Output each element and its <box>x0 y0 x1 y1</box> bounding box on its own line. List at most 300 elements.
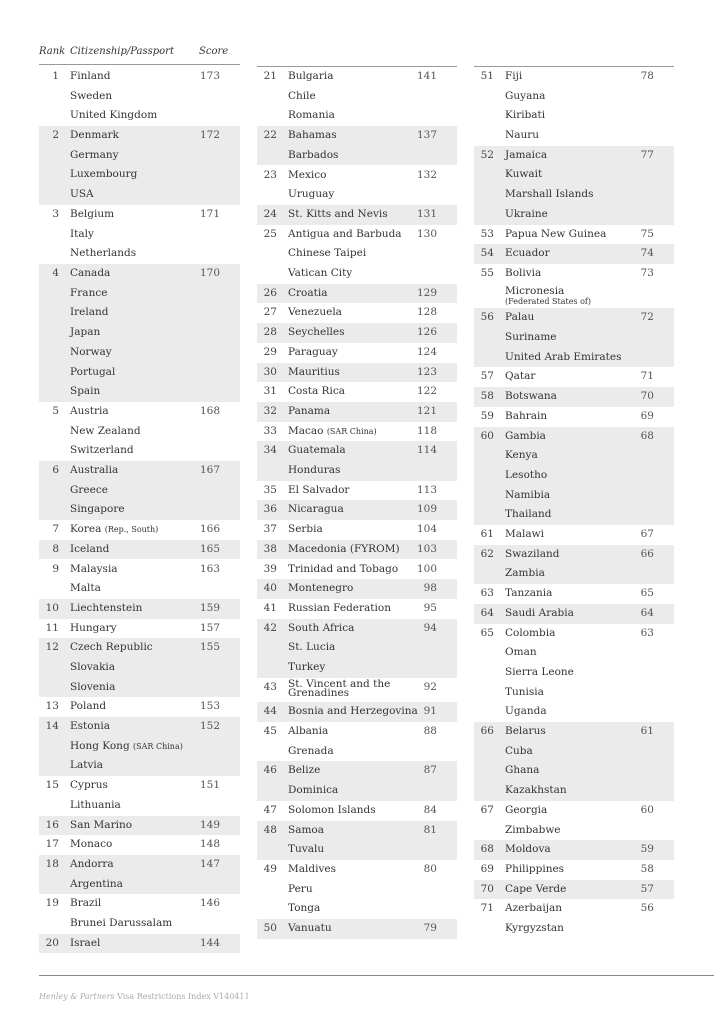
country-name: Namibia <box>505 488 551 501</box>
rank-group <box>39 894 240 933</box>
country-name: Romania <box>288 109 335 122</box>
country-name: Tuvalu <box>288 843 325 856</box>
country-name: Nicaragua <box>288 503 344 516</box>
rank-group <box>474 387 674 407</box>
country-name: Moldova <box>505 843 551 856</box>
country-name: Uganda <box>505 705 547 718</box>
country-name: Bulgaria <box>288 70 334 82</box>
rank-number: 58 <box>480 390 494 403</box>
score-value: 92 <box>423 680 437 693</box>
country-name: Spain <box>70 385 101 398</box>
country-name: Cape Verde <box>505 882 567 895</box>
country-name-main: Macao <box>288 424 327 437</box>
country-name-qualifier: (SAR China) <box>326 426 377 436</box>
country-name: Montenegro <box>288 582 354 595</box>
score-value: 173 <box>199 70 220 82</box>
country-name: Serbia <box>288 523 323 536</box>
rank-group <box>257 481 457 501</box>
rank-number: 55 <box>480 267 494 279</box>
rank-number: 26 <box>263 286 277 299</box>
rank-group <box>257 382 457 402</box>
rank-number: 42 <box>263 621 277 634</box>
country-name: Lesotho <box>505 468 548 481</box>
rank-group <box>257 225 457 284</box>
score-value: 58 <box>640 862 654 875</box>
score-value: 137 <box>416 129 437 142</box>
rank-number: 36 <box>263 503 277 516</box>
rank-group <box>474 545 674 584</box>
country-name: Bosnia and Herzegovina <box>288 705 418 718</box>
rank-number: 70 <box>480 882 494 895</box>
rank-group <box>39 717 240 776</box>
rank-number: 46 <box>263 764 277 777</box>
rank-group <box>474 264 674 308</box>
country-name: United Kingdom <box>70 109 158 122</box>
score-value: 88 <box>423 725 437 738</box>
country-name: Mexico <box>288 168 327 181</box>
country-name-main: Micronesia <box>505 284 565 297</box>
country-name-main: Korea <box>70 523 105 536</box>
score-value: 57 <box>640 882 654 895</box>
rank-number: 32 <box>263 404 277 417</box>
rank-group <box>39 520 240 540</box>
country-name <box>70 523 158 535</box>
score-value: 95 <box>423 601 437 614</box>
country-name: Croatia <box>288 286 328 299</box>
rank-number: 18 <box>45 858 59 870</box>
rank-group <box>39 835 240 855</box>
country-name: Andorra <box>70 858 114 870</box>
country-name: Tanzania <box>505 587 553 600</box>
rank-number: 25 <box>263 227 277 240</box>
score-value: 75 <box>640 227 654 240</box>
rank-group <box>474 880 674 900</box>
rank-number: 59 <box>480 409 494 422</box>
country-name: Belize <box>288 764 321 777</box>
country-name: Chinese Taipei <box>288 247 367 260</box>
country-name: Singapore <box>70 503 125 516</box>
country-name: Russian Federation <box>288 601 391 614</box>
country-name: Malta <box>70 582 101 595</box>
country-name: Slovakia <box>70 660 116 673</box>
score-value: 56 <box>640 902 654 915</box>
rank-number: 47 <box>263 803 277 816</box>
rank-number: 38 <box>263 542 277 555</box>
score-value: 67 <box>640 528 654 541</box>
rank-group <box>39 126 240 205</box>
country-name: El Salvador <box>288 483 350 496</box>
score-value: 113 <box>416 483 437 496</box>
country-name: Colombia <box>505 626 556 639</box>
rank-group <box>257 722 457 761</box>
rank-group <box>39 205 240 264</box>
rank-number: 39 <box>263 562 277 575</box>
country-name: United Arab Emirates <box>505 350 622 363</box>
score-value: 172 <box>199 129 220 142</box>
country-name: Saudi Arabia <box>505 606 574 619</box>
rank-group <box>257 540 457 560</box>
country-name: Trinidad and Tobago <box>288 562 399 575</box>
country-name: Vanuatu <box>288 922 332 935</box>
rank-number: 17 <box>45 838 59 851</box>
country-name: Kuwait <box>505 168 543 181</box>
score-value: 84 <box>423 803 437 816</box>
rank-number: 8 <box>52 542 59 555</box>
country-name: Oman <box>505 646 537 659</box>
score-value: 141 <box>416 70 437 82</box>
rank-group <box>257 821 457 860</box>
score-value: 147 <box>199 858 220 870</box>
country-name: Netherlands <box>70 247 137 260</box>
rank-group <box>257 422 457 442</box>
country-name: Fiji <box>505 70 523 82</box>
country-name: Guyana <box>505 89 546 102</box>
score-value: 124 <box>416 345 437 358</box>
country-name: Portugal <box>70 365 116 378</box>
score-value: 168 <box>199 404 220 417</box>
country-name: USA <box>70 188 94 201</box>
rank-group <box>39 776 240 815</box>
rank-group <box>474 407 674 427</box>
country-name <box>70 740 183 752</box>
country-name: Albania <box>288 725 329 738</box>
country-name: Austria <box>70 404 109 417</box>
score-header: Score <box>199 46 229 57</box>
rank-group <box>474 225 674 245</box>
rank-group <box>257 619 457 678</box>
country-name: Samoa <box>288 823 324 836</box>
score-value: 148 <box>199 838 220 851</box>
score-value: 157 <box>199 621 220 634</box>
country-name: Azerbaijan <box>505 902 562 915</box>
country-name: Tunisia <box>505 685 544 698</box>
country-name: Swaziland <box>505 547 560 560</box>
country-name: Paraguay <box>288 345 338 358</box>
rank-number: 63 <box>480 587 494 600</box>
country-name: Slovenia <box>70 680 116 693</box>
rank-group <box>474 244 674 264</box>
rank-number: 6 <box>52 464 59 476</box>
rank-number: 43 <box>263 680 277 693</box>
score-value: 65 <box>640 587 654 600</box>
rank-number: 23 <box>263 168 277 181</box>
country-name: Uruguay <box>288 188 335 201</box>
country-name: St. Kitts and Nevis <box>288 207 388 220</box>
rank-number: 31 <box>263 385 277 398</box>
rank-number: 52 <box>480 148 494 161</box>
footer-rule <box>39 975 714 976</box>
country-name: Peru <box>288 882 313 895</box>
score-value: 109 <box>416 503 437 516</box>
rank-number: 12 <box>45 641 59 654</box>
country-name: Norway <box>70 345 112 358</box>
rank-number: 13 <box>45 700 59 713</box>
footer-version: V140411 <box>213 992 250 1001</box>
rank-group <box>39 638 240 697</box>
country-name: Latvia <box>70 759 104 772</box>
country-name: Nauru <box>505 129 539 142</box>
country-name: Gambia <box>505 429 546 442</box>
rank-group <box>39 540 240 560</box>
country-name-qualifier: (Rep., South) <box>104 525 159 535</box>
rank-group <box>257 500 457 520</box>
country-name: Grenada <box>288 744 334 757</box>
rank-number: 4 <box>52 267 59 279</box>
country-name: New Zealand <box>70 424 141 437</box>
score-value: 61 <box>640 725 654 738</box>
country-name: Panama <box>288 404 331 417</box>
country-name: Honduras <box>288 463 341 476</box>
rank-group <box>39 697 240 717</box>
rank-group <box>39 560 240 599</box>
country-name: Australia <box>70 464 119 476</box>
country-name: Italy <box>70 227 94 240</box>
rank-number: 20 <box>45 936 59 949</box>
rank-group <box>257 702 457 722</box>
score-value: 153 <box>199 700 220 713</box>
rank-group <box>257 67 457 126</box>
rank-number: 30 <box>263 365 277 378</box>
country-name: Guatemala <box>288 444 346 457</box>
rank-group <box>257 205 457 225</box>
rank-group <box>257 761 457 800</box>
country-name: Seychelles <box>288 326 345 339</box>
country-name: Costa Rica <box>288 385 345 398</box>
rank-group <box>474 525 674 545</box>
score-value: 163 <box>199 562 220 575</box>
country-name: Jamaica <box>505 148 548 161</box>
rank-group <box>39 67 240 126</box>
rank-number: 65 <box>480 626 494 639</box>
rank-number: 27 <box>263 306 277 319</box>
score-value: 104 <box>416 523 437 536</box>
rank-group <box>474 308 674 367</box>
country-name: Zimbabwe <box>505 823 561 836</box>
score-value: 167 <box>199 464 220 476</box>
score-value: 71 <box>640 370 654 383</box>
score-value: 114 <box>416 444 437 457</box>
country-name: Malaysia <box>70 562 118 575</box>
rank-number: 11 <box>45 621 59 634</box>
country-name: Hungary <box>70 621 117 634</box>
citizenship-header: Citizenship/Passport <box>70 46 174 57</box>
score-value: 81 <box>423 823 437 836</box>
country-name: Mauritius <box>288 365 340 378</box>
score-value: 144 <box>199 936 220 949</box>
rank-number: 68 <box>480 843 494 856</box>
score-value: 63 <box>640 626 654 639</box>
rank-number: 51 <box>480 70 494 82</box>
rank-number: 10 <box>45 601 59 614</box>
rank-number: 57 <box>480 370 494 383</box>
rank-number: 53 <box>480 227 494 240</box>
country-name: Japan <box>70 326 101 339</box>
rank-number: 21 <box>263 70 277 82</box>
score-value: 66 <box>640 547 654 560</box>
country-name: Marshall Islands <box>505 188 594 201</box>
country-name: Ecuador <box>505 247 550 260</box>
rank-number: 3 <box>52 207 59 220</box>
country-name: Malawi <box>505 528 544 541</box>
country-name: Israel <box>70 936 101 949</box>
country-name: Antigua and Barbuda <box>288 227 402 240</box>
rank-group <box>257 363 457 383</box>
rank-group <box>39 816 240 836</box>
rank-number: 1 <box>52 70 59 82</box>
rank-number: 62 <box>480 547 494 560</box>
rank-number: 69 <box>480 862 494 875</box>
rank-number: 15 <box>45 779 59 792</box>
rank-number: 28 <box>263 326 277 339</box>
rank-number: 29 <box>263 345 277 358</box>
rank-group <box>257 323 457 343</box>
country-name: Turkey <box>288 660 326 673</box>
score-value: 91 <box>423 705 437 718</box>
country-name: Papua New Guinea <box>505 227 607 240</box>
score-value: 155 <box>199 641 220 654</box>
score-value: 126 <box>416 326 437 339</box>
rank-group <box>257 860 457 919</box>
country-name <box>288 425 377 437</box>
rank-group <box>39 461 240 520</box>
country-name: Finland <box>70 70 111 82</box>
rank-group <box>257 441 457 480</box>
score-value: 166 <box>199 523 220 536</box>
country-name: Palau <box>505 311 535 324</box>
country-name: Belgium <box>70 207 115 220</box>
country-name-main: St. Vincent and the <box>288 677 391 690</box>
country-name: Thailand <box>505 508 552 521</box>
country-name <box>505 285 591 306</box>
country-name: Kiribati <box>505 109 546 122</box>
table-header <box>39 46 240 64</box>
score-value: 165 <box>199 542 220 555</box>
rank-group <box>257 284 457 304</box>
score-value: 98 <box>423 582 437 595</box>
rank-number: 7 <box>52 523 59 536</box>
score-value: 146 <box>199 897 220 910</box>
rank-number: 37 <box>263 523 277 536</box>
country-name: Ukraine <box>505 207 548 220</box>
rank-number: 45 <box>263 725 277 738</box>
rank-number: 67 <box>480 803 494 816</box>
rank-number: 60 <box>480 429 494 442</box>
country-name: Ghana <box>505 764 540 777</box>
rank-group <box>257 126 457 165</box>
country-name: Kyrgyzstan <box>505 922 564 934</box>
rank-group <box>474 624 674 723</box>
country-name: Dominica <box>288 784 339 797</box>
rank-group <box>257 579 457 599</box>
rank-number: 19 <box>45 897 59 910</box>
rank-number: 14 <box>45 720 59 733</box>
rank-number: 35 <box>263 483 277 496</box>
country-name-qualifier: Grenadines <box>288 686 350 699</box>
country-name: Georgia <box>505 803 548 816</box>
rank-group <box>474 604 674 624</box>
country-name: Monaco <box>70 838 113 851</box>
country-name: South Africa <box>288 621 355 634</box>
score-value: 70 <box>640 390 654 403</box>
rank-group <box>257 599 457 619</box>
country-name: Macedonia (FYROM) <box>288 542 400 555</box>
rank-group <box>257 520 457 540</box>
country-name: Argentina <box>70 877 123 890</box>
score-value: 80 <box>423 862 437 875</box>
country-name: Kenya <box>505 449 538 462</box>
country-name: Germany <box>70 148 119 161</box>
country-name: Qatar <box>505 370 536 383</box>
score-value: 131 <box>416 207 437 220</box>
country-name: Iceland <box>70 542 110 555</box>
country-name: Vatican City <box>288 266 353 279</box>
rank-number: 56 <box>480 311 494 324</box>
country-name: France <box>70 286 108 299</box>
country-name: Brunei Darussalam <box>70 917 173 930</box>
score-value: 78 <box>640 70 654 82</box>
country-name: Czech Republic <box>70 641 153 654</box>
country-name: Estonia <box>70 720 110 733</box>
score-value: 68 <box>640 429 654 442</box>
footer-title: Visa Restrictions Index <box>117 992 211 1001</box>
rank-group <box>39 934 240 954</box>
rank-group <box>257 678 457 703</box>
rank-group <box>474 722 674 801</box>
country-name: Liechtenstein <box>70 601 143 614</box>
country-name: Botswana <box>505 390 557 403</box>
country-name: Cuba <box>505 744 533 757</box>
score-value: 132 <box>416 168 437 181</box>
score-value: 151 <box>199 779 220 792</box>
header-rule-col1 <box>39 64 240 65</box>
country-name: Kazakhstan <box>505 784 567 797</box>
country-name: Bahamas <box>288 129 337 142</box>
rank-number: 61 <box>480 528 494 541</box>
rank-group <box>474 840 674 860</box>
country-name: Zambia <box>505 567 545 580</box>
rank-group <box>39 402 240 461</box>
score-value: 77 <box>640 148 654 161</box>
rank-group <box>257 919 457 939</box>
score-value: 121 <box>416 404 437 417</box>
rank-number: 2 <box>52 129 59 142</box>
country-name: Greece <box>70 483 108 496</box>
score-value: 72 <box>640 311 654 324</box>
country-name: San Marino <box>70 818 133 831</box>
country-name: Bolivia <box>505 267 542 279</box>
rank-group <box>257 801 457 821</box>
country-name: Tonga <box>288 902 321 915</box>
rank-number: 5 <box>52 404 59 417</box>
country-name: Cyprus <box>70 779 108 792</box>
country-name: Bahrain <box>505 409 548 422</box>
country-name: Sweden <box>70 89 113 102</box>
country-name: Barbados <box>288 148 339 161</box>
score-value: 129 <box>416 286 437 299</box>
rank-number: 33 <box>263 424 277 437</box>
country-name: Brazil <box>70 897 102 910</box>
rank-number: 16 <box>45 818 59 831</box>
rank-group <box>257 166 457 205</box>
footer-brand: Henley & Partners <box>39 992 115 1001</box>
score-value: 159 <box>199 601 220 614</box>
country-name: Sierra Leone <box>505 665 574 678</box>
country-name: Canada <box>70 267 111 279</box>
score-value: 94 <box>423 621 437 634</box>
rank-number: 71 <box>480 902 494 915</box>
rank-number: 64 <box>480 606 494 619</box>
score-value: 103 <box>416 542 437 555</box>
